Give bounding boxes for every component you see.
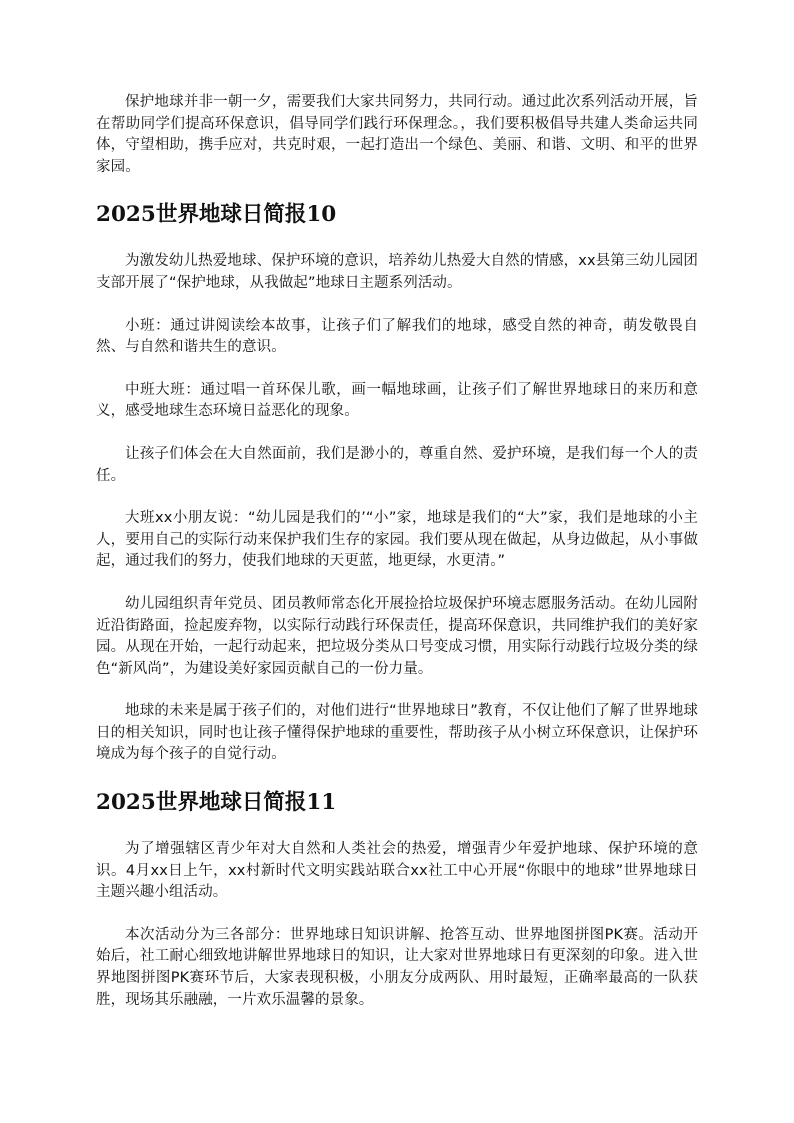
paragraph-kindergarten-intro: 为激发幼儿热爱地球、保护环境的意识，培养幼儿热爱大自然的情感，xx县第三幼儿园团支部开展了“保护地球，从我做起”地球日主题系列活动。 xyxy=(96,253,698,291)
paragraph-future-children: 地球的未来是属于孩子们的，对他们进行“世界地球日”教育，不仅让他们了解了世界地球日的相关知识，同时也让孩子懂得保护地球的重要性，帮助孩子从小树立环保意识，让保护环境成为每个孩子的自觉行动。 xyxy=(96,703,698,763)
paragraph-activity-parts: 本次活动分为三各部分：世界地球日知识讲解、抢答互动、世界地图拼图PK赛。活动开始后，社工耐心细致地讲解世界地球日的知识，让大家对世界地球日有更深刻的印象。进入世界地图拼图PK赛环节后，大家表现积极，小朋友分成两队、用时最短，正确率最高的一队获胜，现场其乐融融，一片欢乐温馨的景象。 xyxy=(96,926,698,1008)
paragraph-small-class: 小班：通过讲阅读绘本故事，让孩子们了解我们的地球，感受自然的神奇，萌发敬畏自然、与自然和谐共生的意识。 xyxy=(96,317,698,356)
paragraph-respect-nature: 让孩子们体会在大自然面前，我们是渺小的，尊重自然、爱护环境，是我们每一个人的责任。 xyxy=(96,445,698,484)
paragraph-child-quote: 大班xx小朋友说：“幼儿园是我们的’“小”家，地球是我们的“大”家，我们是地球的小主人，要用自己的实际行动来保护我们生存的家园。我们要从现在做起，从身边做起，从小事做起，通过我们的努力，使我们地球的天更蓝，地更绿，水更清。” xyxy=(96,510,698,570)
heading-briefing-10: 2025世界地球日简报10 xyxy=(96,202,337,228)
paragraph-youth-activity-intro: 为了增强辖区青少年对大自然和人类社会的热爱，增强青少年爱护地球、保护环境的意识。4月xx日上午，xx村新时代文明实践站联合xx社工中心开展“你眼中的地球”世界地球日主题兴趣小组活动。 xyxy=(96,841,698,901)
paragraph-middle-large-class: 中班大班：通过唱一首环保儿歌，画一幅地球画，让孩子们了解世界地球日的来历和意义，感受地球生态环境日益恶化的现象。 xyxy=(96,381,698,420)
document-page xyxy=(96,92,698,1032)
paragraph-closing-earth-protection: 保护地球并非一朝一夕，需要我们大家共同努力，共同行动。通过此次系列活动开展，旨在帮助同学们提高环保意识，倡导同学们践行环保理念。，我们要积极倡导共建人类命运共同体，守望相助，携手应对，共克时艰，一起打造出一个绿色、美丽、和谐、文明、和平的世界家园。 xyxy=(96,94,698,175)
paragraph-volunteer-activity: 幼儿园组织青年党员、团员教师常态化开展捡拾垃圾保护环境志愿服务活动。在幼儿园附近沿街路面，捡起废弃物，以实际行动践行环保责任，提高环保意识，共同维护我们的美好家园。从现在开始，一起行动起来，把垃圾分类从口号变成习惯，用实际行动践行垃圾分类的绿色“新风尚”，为建设美好家园贡献自己的一份力量。 xyxy=(96,595,698,677)
heading-briefing-11: 2025世界地球日简报11 xyxy=(96,790,337,816)
